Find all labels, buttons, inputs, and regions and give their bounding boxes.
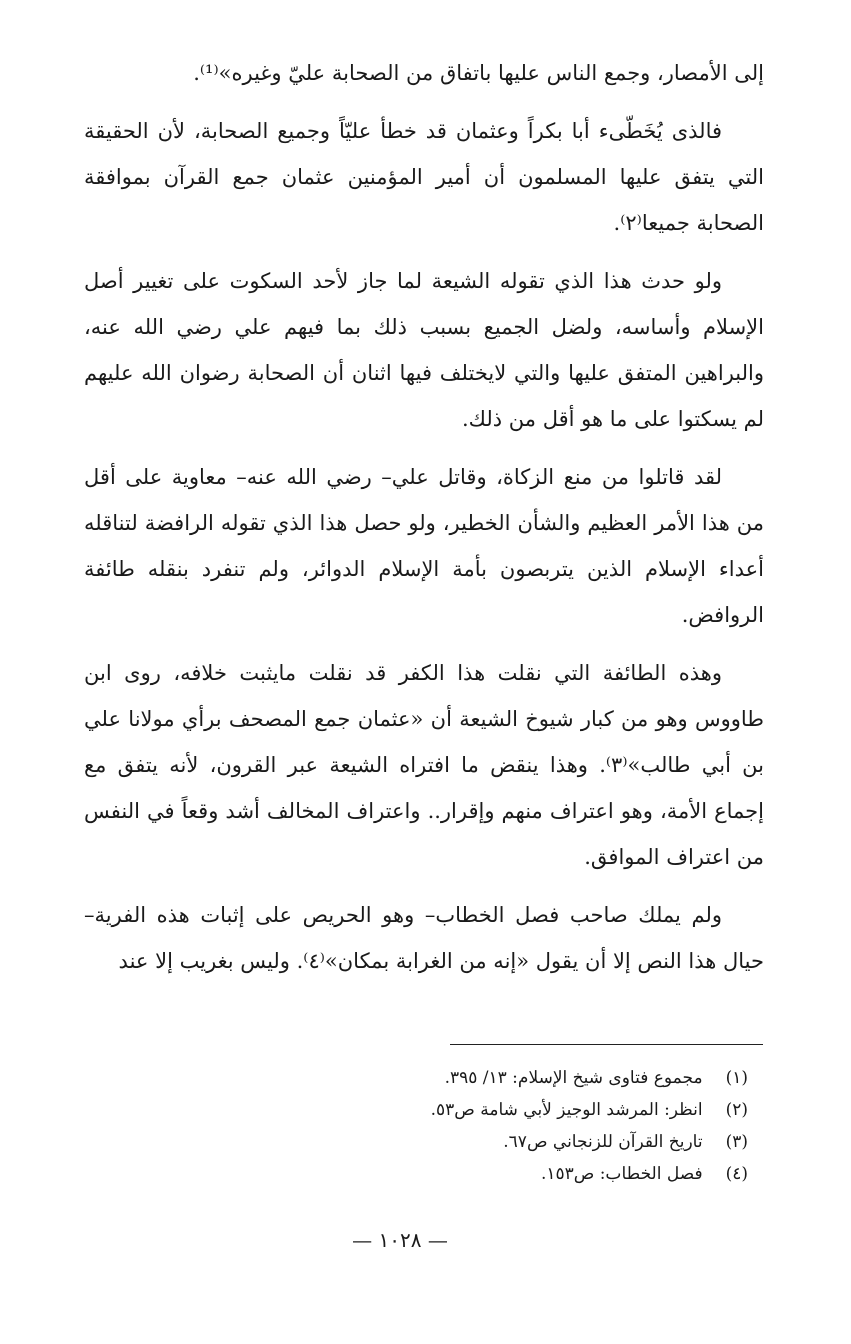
paragraph-6: ولم يملك صاحب فصل الخطاب– وهو الحريص على إثبات هذه الفرية– حيال هذا النص إلا أن يقول «إنه من الغرابة بمكان»⁽٤⁾. وليس بغريب إلا عند — [84, 903, 764, 973]
paragraph-3: ولو حدث هذا الذي تقوله الشيعة لما جاز لأحد السكوت على تغيير أصل الإسلام وأساسه، ولضل الجميع بسبب ذلك بما فيهم علي رضي الله عنه، والبراهين المتفق عليها والتي لايختلف فيها اثنان أن الصحابة رضوان الله عليهم لم يسكتوا على ما هو أقل من ذلك. — [84, 269, 764, 431]
footnote-number: (٤) — [725, 1164, 748, 1184]
footnote-4 — [300, 1158, 748, 1190]
page-number: — ١٠٢٨ — — [352, 1228, 448, 1252]
footnote-text: فصل الخطاب: ص١٥٣. — [540, 1164, 703, 1184]
paragraph-2: فالذى يُخَطّىء أبا بكراً وعثمان قد خطأ عليّاً وجميع الصحابة، لأن الحقيقة التي يتفق عليها المسلمون أن أمير المؤمنين عثمان جمع القرآن بموافقة الصحابة جميعا⁽٢⁾. — [84, 119, 764, 235]
footnote-2 — [300, 1094, 748, 1126]
footnote-3 — [300, 1126, 748, 1158]
footnote-1 — [300, 1062, 748, 1094]
footnote-number: (٢) — [725, 1100, 748, 1120]
paragraph-5: وهذه الطائفة التي نقلت هذا الكفر قد نقلت مايثبت خلافه، روى ابن طاووس وهو من كبار شيوخ الشيعة أن «عثمان جمع المصحف برأي مولانا علي بن أبي طالب»⁽٣⁾. وهذا ينقض ما افتراه الشيعة عبر القرون، لأنه يتفق مع إجماع الأمة، وهو اعتراف منهم وإقرار.. واعتراف المخالف أشد وقعاً في النفس من اعتراف الموافق. — [84, 661, 764, 869]
footnote-number: (٣) — [725, 1132, 748, 1152]
footnote-divider — [450, 1044, 763, 1045]
paragraph-4: لقد قاتلوا من منع الزكاة، وقاتل علي– رضي الله عنه– معاوية على أقل من هذا الأمر العظيم والشأن الخطير، ولو حصل هذا الذي تقوله الرافضة لتناقله أعداء الإسلام الذين يتربصون بأمة الإسلام الدوائر، ولم تنفرد بنقله طائفة الروافض. — [84, 465, 764, 627]
footnote-number: (١) — [725, 1068, 748, 1088]
footnote-text: تاريخ القرآن للزنجاني ص٦٧. — [503, 1132, 703, 1152]
footnotes — [300, 1062, 748, 1190]
footnote-text: انظر: المرشد الوجيز لأبي شامة ص٥٣. — [430, 1100, 703, 1120]
footnote-text: مجموع فتاوى شيخ الإسلام: ١٣/ ٣٩٥. — [444, 1068, 703, 1088]
main-text — [84, 50, 764, 996]
paragraph-1: إلى الأمصار، وجمع الناس عليها باتفاق من الصحابة عليّ وغيره»⁽¹⁾. — [193, 61, 764, 85]
